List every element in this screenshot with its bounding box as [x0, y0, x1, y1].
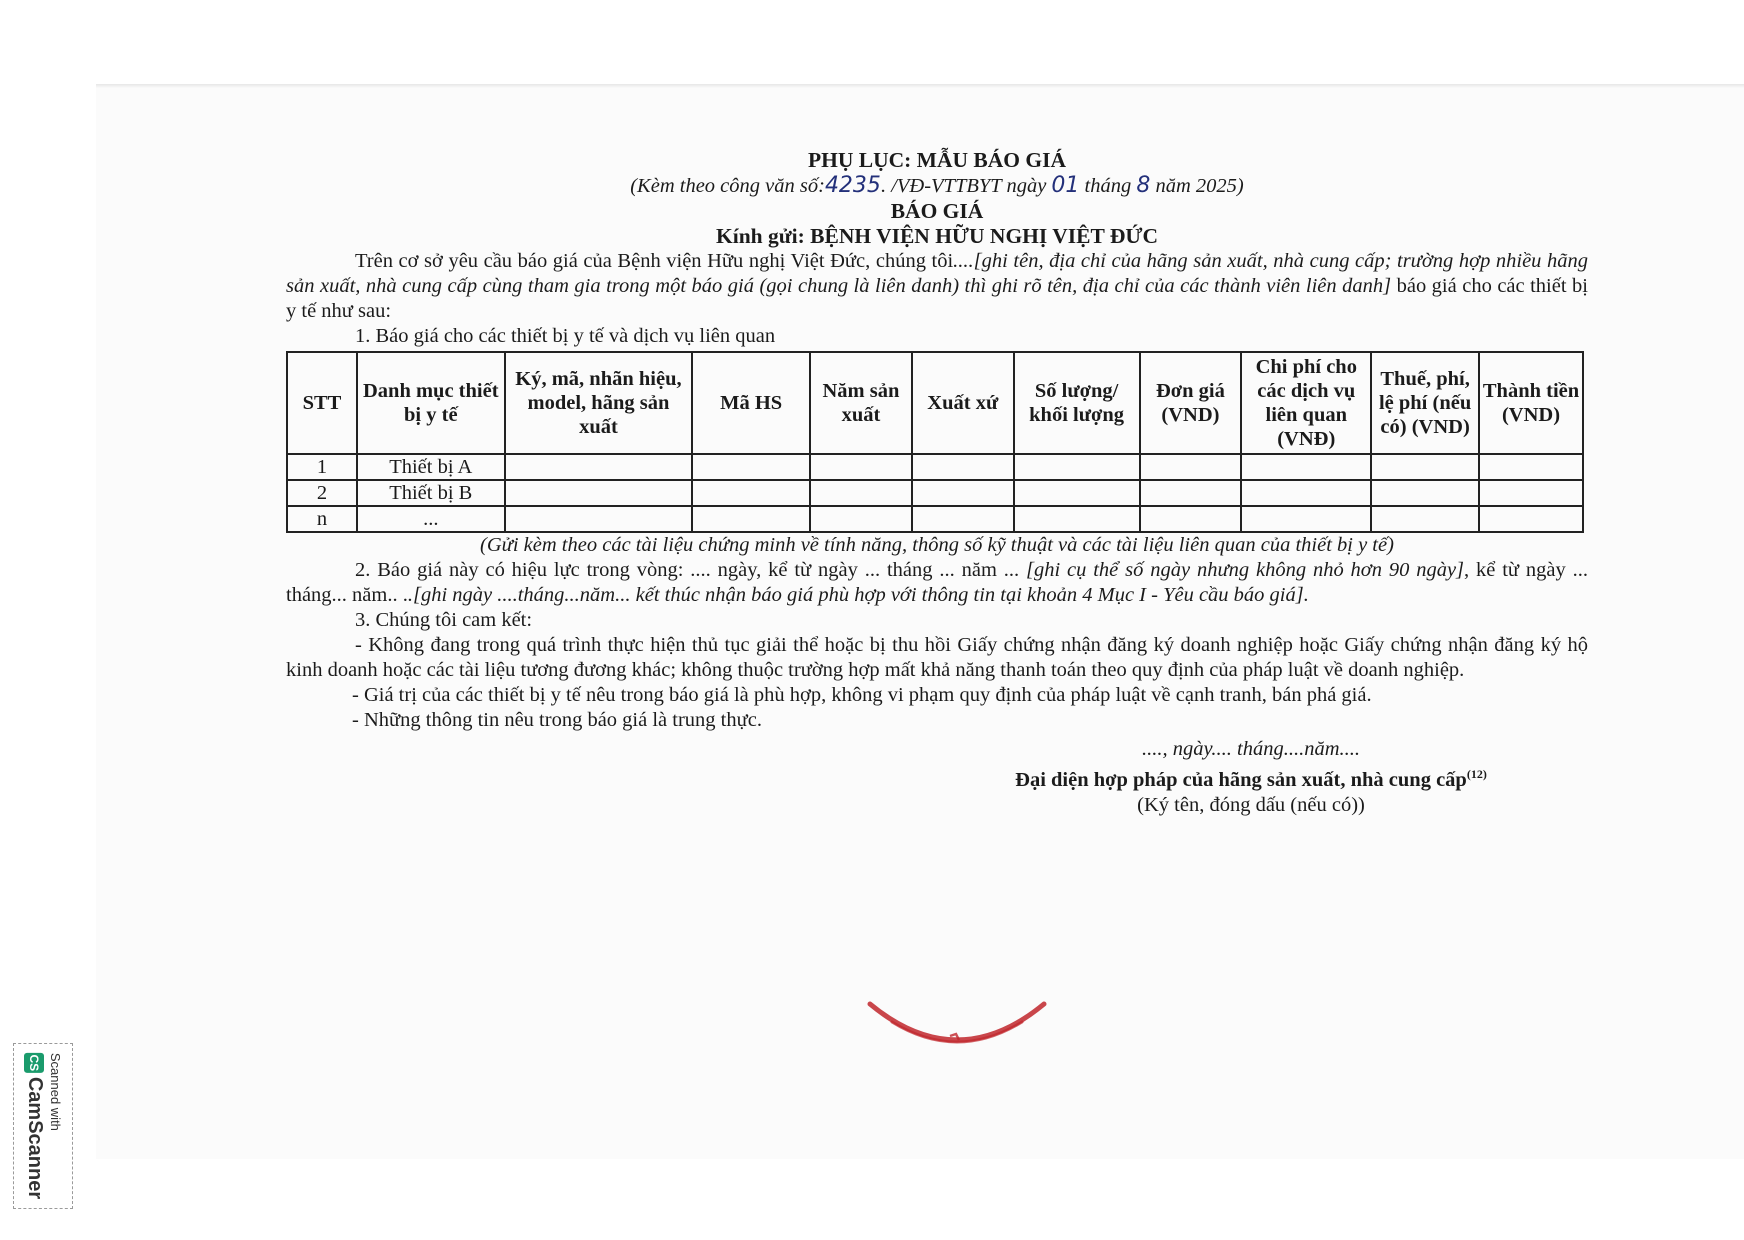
commitment-item: - Không đang trong quá trình thực hiện thủ tục giải thể hoặc bị thu hồi Giấy chứng nhận đăng ký doanh nghiệp hoặc Giấy chứng nhận đăng ký hộ kinh doanh hoặc các tài liệu tương đương khác; không thuộc trường hợp mất khả năng thanh toán theo quy định của pháp luật về doanh nghiệp. — [286, 634, 1588, 681]
header-cell: Đơn giá (VND) — [1140, 352, 1242, 454]
stt-cell: 2 — [287, 480, 357, 506]
header-cell: Thành tiền (VND) — [1479, 352, 1583, 454]
table-note: (Gửi kèm theo các tài liệu chứng minh về tính năng, thông số kỹ thuật và các tài liệu liên quan của thiết bị y tế) — [480, 534, 1394, 556]
header-cell: Xuất xứ — [912, 352, 1014, 454]
header-cell: Danh mục thiết bị y tế — [357, 352, 505, 454]
header-cell: Ký, mã, nhãn hiệu, model, hãng sản xuất — [505, 352, 693, 454]
item-cell: Thiết bị B — [357, 480, 505, 506]
commitment-item: - Những thông tin nêu trong báo giá là trung thực. — [352, 709, 762, 731]
commitment-item: - Giá trị của các thiết bị y tế nêu trong báo giá là phù hợp, không vi phạm quy định của pháp luật về cạnh tranh, bán phá giá. — [352, 684, 1372, 706]
section-3-heading: 3. Chúng tôi cam kết: — [355, 609, 533, 631]
header-cell: Chi phí cho các dịch vụ liên quan (VNĐ) — [1241, 352, 1371, 454]
sheet-edge — [96, 84, 1744, 88]
handwritten-month: 8 — [1136, 173, 1151, 198]
camscanner-watermark: Scanned with CSCamScanner — [13, 1043, 73, 1209]
intro-paragraph: Trên cơ sở yêu cầu báo giá của Bệnh viện Hữu nghị Việt Đức, chúng tôi....[ghi tên, địa chỉ của hãng sản xuất, nhà cung cấp; trường hợp nhiều hãng sản xuất, nhà cung cấp cùng tham gia trong một báo giá (gọi chung là liên danh) thì ghi rõ tên, địa chỉ của các thành viên liên danh] báo giá cho các thiết bị y tế như sau: — [286, 250, 1588, 322]
header-cell: Mã HS — [692, 352, 810, 454]
signature-note: (Ký tên, đóng dấu (nếu có)) — [1137, 793, 1365, 816]
appendix-title: PHỤ LỤC: MẪU BÁO GIÁ — [808, 148, 1066, 172]
header-cell: Thuế, phí, lệ phí (nếu có) (VND) — [1371, 352, 1479, 454]
table-row — [287, 454, 1583, 480]
header-cell: STT — [287, 352, 357, 454]
partial-stamp-mark — [862, 996, 1052, 1056]
stt-cell: n — [287, 506, 357, 532]
section-2-paragraph: 2. Báo giá này có hiệu lực trong vòng: .... ngày, kể từ ngày ... tháng ... năm ... [ghi cụ thể số ngày nhưng không nhỏ hơn 90 ngày], kể từ ngày ... tháng... năm.. ..[ghi ngày ....tháng...năm... kết thúc nhận báo giá phù hợp với thông tin tại khoản 4 Mục I - Yêu cầu báo giá]. — [286, 559, 1588, 606]
header-cell: Năm sản xuất — [810, 352, 912, 454]
camscanner-logo-icon: CS — [25, 1053, 45, 1073]
table-header-row — [287, 352, 1583, 454]
signature-block — [286, 737, 1588, 817]
stt-cell: 1 — [287, 454, 357, 480]
camscanner-brand: CamScanner — [24, 1076, 46, 1200]
document-body — [286, 148, 1588, 817]
table-row — [287, 506, 1583, 532]
item-cell: ... — [357, 506, 505, 532]
reference-line: (Kèm theo công văn số:4235. /VĐ-VTTBYT ngày 01 tháng 8 năm 2025) — [630, 173, 1244, 198]
header-cell: Số lượng/ khối lượng — [1014, 352, 1140, 454]
quotation-table — [286, 351, 1584, 533]
signature-representative: Đại diện hợp pháp của hãng sản xuất, nhà cung cấp$^{(12)}$ — [1015, 767, 1487, 791]
handwritten-ref-number: 4235 — [824, 173, 881, 198]
recipient-line: Kính gửi: BỆNH VIỆN HỮU NGHỊ VIỆT ĐỨC — [716, 224, 1158, 248]
table-row — [287, 480, 1583, 506]
section-1-heading: 1. Báo giá cho các thiết bị y tế và dịch vụ liên quan — [355, 325, 776, 347]
handwritten-day: 01 — [1051, 173, 1080, 198]
signature-date-line: ...., ngày.... tháng....năm.... — [1141, 738, 1361, 760]
item-cell: Thiết bị A — [357, 454, 505, 480]
document-title: BÁO GIÁ — [890, 199, 984, 223]
